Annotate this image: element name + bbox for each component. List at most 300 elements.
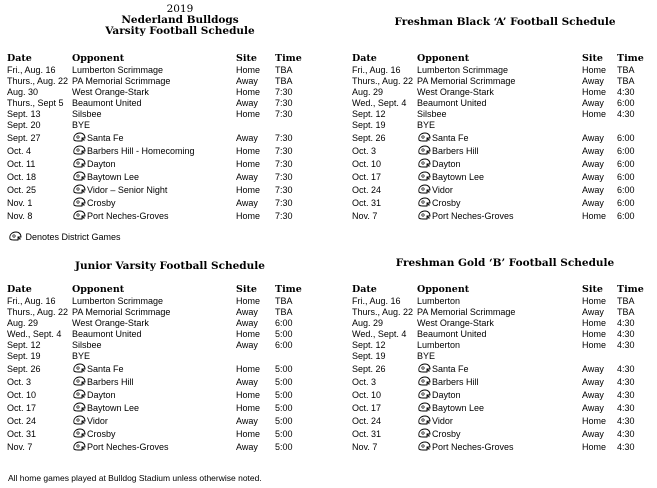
site-text: Home: [582, 329, 607, 339]
schedule-row: [352, 387, 648, 400]
date-text: Sept. 19: [352, 120, 386, 130]
date-text: Fri., Aug. 16: [7, 296, 56, 306]
schedule-row: [352, 426, 648, 439]
time-text: 6:00: [617, 198, 635, 208]
opponent-text: Lumberton Scrimmage: [72, 296, 164, 306]
cell-opponent: [72, 306, 236, 317]
cell-opponent: [72, 64, 236, 75]
time-text: TBA: [617, 307, 635, 317]
cell-site: [582, 328, 617, 339]
opponent-text: Port Neches-Groves: [87, 442, 169, 452]
opponent-text: BYE: [417, 351, 436, 361]
date-text: Sept. 26: [352, 364, 386, 374]
site-text: Away: [582, 403, 604, 413]
cell-time: [617, 306, 648, 317]
site-text: Away: [582, 307, 604, 317]
cell-site: [582, 350, 617, 361]
bulldog-helmet-icon: [417, 132, 431, 142]
site-text: Home: [236, 65, 261, 75]
date-text: Wed., Sept. 4: [352, 98, 407, 108]
cell-time: [275, 75, 305, 86]
date-text: Sept. 19: [7, 351, 41, 361]
date-text: Nov. 8: [7, 211, 33, 221]
freshman-black-title: Freshman Black ‘A’ Football Schedule: [394, 16, 616, 28]
opponent-text: West Orange-Stark: [417, 318, 494, 328]
cell-time: [617, 413, 648, 426]
site-text: Away: [582, 172, 604, 182]
cell-time: [275, 169, 305, 182]
time-text: 4:30: [617, 340, 635, 350]
opponent-text: Barbers Hill - Homecoming: [87, 146, 195, 156]
site-text: Away: [582, 159, 604, 169]
cell-time: [617, 119, 648, 130]
schedule-row: [352, 350, 648, 361]
site-text: Home: [236, 87, 261, 97]
schedule-row: [352, 97, 648, 108]
cell-date: [352, 306, 417, 317]
cell-date: [7, 64, 72, 75]
freshman-black-schedule-table: [352, 52, 648, 221]
site-text: Away: [236, 76, 258, 86]
date-text: Thurs., Aug. 22: [7, 76, 69, 86]
opponent-text: Crosby: [87, 429, 116, 439]
district-legend: [8, 231, 121, 242]
cell-opponent: [417, 86, 582, 97]
opponent-text: Santa Fe: [432, 364, 469, 374]
opponent-text: Santa Fe: [87, 133, 124, 143]
cell-date: [7, 306, 72, 317]
cell-time: [275, 130, 305, 143]
cell-opponent: [417, 400, 582, 413]
time-text: 7:30: [275, 185, 293, 195]
cell-time: [275, 361, 305, 374]
date-text: Fri., Aug. 16: [352, 296, 401, 306]
cell-time: [617, 195, 648, 208]
cell-opponent: [417, 64, 582, 75]
site-text: Away: [236, 198, 258, 208]
cell-opponent: [72, 413, 236, 426]
date-text: Nov. 7: [352, 442, 378, 452]
schedule-row: [352, 439, 648, 452]
cell-time: [275, 295, 305, 306]
schedule-row: [352, 400, 648, 413]
cell-site: [582, 361, 617, 374]
cell-time: [275, 374, 305, 387]
varsity-title: [80, 4, 280, 37]
site-text: Away: [236, 340, 258, 350]
cell-opponent: [72, 169, 236, 182]
time-text: 7:30: [275, 109, 293, 119]
cell-date: [7, 182, 72, 195]
cell-time: [617, 317, 648, 328]
time-text: 6:00: [617, 133, 635, 143]
time-text: 7:30: [275, 146, 293, 156]
cell-site: [582, 400, 617, 413]
bulldog-helmet-icon: [417, 402, 431, 412]
bulldog-helmet-icon: [8, 231, 22, 241]
cell-opponent: [72, 400, 236, 413]
time-text: 6:00: [617, 172, 635, 182]
date-text: Oct. 3: [7, 377, 32, 387]
bulldog-helmet-icon: [72, 184, 86, 194]
cell-date: [7, 130, 72, 143]
cell-site: [582, 426, 617, 439]
bulldog-helmet-icon: [417, 197, 431, 207]
cell-date: [352, 86, 417, 97]
cell-opponent: [417, 97, 582, 108]
time-text: 6:00: [275, 340, 293, 350]
cell-opponent: [417, 426, 582, 439]
cell-site: [236, 306, 275, 317]
cell-opponent: [72, 387, 236, 400]
cell-date: [352, 350, 417, 361]
cell-site: [236, 156, 275, 169]
opponent-text: PA Memorial Scrimmage: [72, 307, 171, 317]
time-text: 5:00: [275, 416, 293, 426]
time-text: 7:30: [275, 159, 293, 169]
schedule-row: [352, 208, 648, 221]
site-text: Away: [582, 133, 604, 143]
time-text: 7:30: [275, 133, 293, 143]
date-text: Nov. 7: [7, 442, 33, 452]
bulldog-helmet-icon: [417, 428, 431, 438]
cell-date: [7, 374, 72, 387]
opponent-text: Vidor: [87, 416, 108, 426]
time-text: 4:30: [617, 377, 635, 387]
date-text: Oct. 24: [7, 416, 37, 426]
cell-site: [582, 182, 617, 195]
site-text: Home: [236, 390, 261, 400]
bulldog-helmet-icon: [72, 376, 86, 386]
cell-time: [617, 108, 648, 119]
bulldog-helmet-icon: [72, 428, 86, 438]
date-text: Fri., Aug. 16: [7, 65, 56, 75]
header-date: Date: [352, 53, 377, 64]
cell-opponent: [72, 156, 236, 169]
cell-site: [236, 361, 275, 374]
cell-date: [7, 169, 72, 182]
bulldog-helmet-icon: [72, 145, 86, 155]
schedule-row: [352, 317, 648, 328]
table-header-row: [352, 283, 648, 295]
bulldog-helmet-icon: [72, 197, 86, 207]
cell-date: [352, 208, 417, 221]
bulldog-helmet-icon: [417, 158, 431, 168]
opponent-text: Beaumont United: [417, 98, 487, 108]
time-text: 4:30: [617, 318, 635, 328]
cell-date: [7, 75, 72, 86]
date-text: Sept. 12: [7, 340, 41, 350]
opponent-text: Baytown Lee: [87, 403, 140, 413]
date-text: Wed., Sept. 4: [352, 329, 407, 339]
site-text: Away: [236, 416, 258, 426]
opponent-text: Lumberton Scrimmage: [72, 65, 164, 75]
opponent-text: Silsbee: [417, 109, 447, 119]
bulldog-helmet-icon: [72, 158, 86, 168]
cell-site: [582, 97, 617, 108]
time-text: 7:30: [275, 198, 293, 208]
schedule-row: [7, 387, 305, 400]
schedule-row: [7, 295, 305, 306]
header-opponent: Opponent: [417, 284, 470, 295]
cell-site: [236, 75, 275, 86]
cell-time: [617, 64, 648, 75]
cell-time: [617, 361, 648, 374]
cell-date: [7, 339, 72, 350]
cell-opponent: [417, 361, 582, 374]
site-text: Home: [582, 318, 607, 328]
time-text: 7:30: [275, 87, 293, 97]
schedule-row: [7, 86, 305, 97]
cell-time: [275, 208, 305, 221]
schedule-row: [7, 339, 305, 350]
cell-date: [352, 361, 417, 374]
time-text: 6:00: [617, 98, 635, 108]
cell-opponent: [417, 339, 582, 350]
schedule-row: [352, 64, 648, 75]
opponent-text: Santa Fe: [87, 364, 124, 374]
date-text: Nov. 1: [7, 198, 33, 208]
site-text: Away: [582, 390, 604, 400]
cell-time: [275, 119, 305, 130]
cell-opponent: [72, 426, 236, 439]
bulldog-helmet-icon: [72, 389, 86, 399]
schedule-row: [7, 426, 305, 439]
date-text: Aug. 30: [7, 87, 39, 97]
site-text: Away: [582, 429, 604, 439]
cell-site: [582, 295, 617, 306]
time-text: 4:30: [617, 364, 635, 374]
time-text: 4:30: [617, 403, 635, 413]
time-text: 6:00: [275, 318, 293, 328]
cell-time: [275, 195, 305, 208]
legend-text: Denotes District Games: [25, 232, 121, 242]
cell-date: [352, 64, 417, 75]
schedule-row: [7, 143, 305, 156]
schedule-row: [352, 295, 648, 306]
schedule-row: [352, 413, 648, 426]
cell-time: [275, 156, 305, 169]
header-time: Time: [617, 53, 644, 64]
opponent-text: Baytown Lee: [432, 403, 485, 413]
schedule-row: [352, 86, 648, 97]
date-text: Oct. 24: [352, 185, 382, 195]
time-text: 5:00: [275, 329, 293, 339]
cell-time: [617, 97, 648, 108]
opponent-text: Lumberton: [417, 340, 461, 350]
cell-site: [236, 208, 275, 221]
site-text: Home: [236, 159, 261, 169]
team-name: Nederland Bulldogs: [121, 14, 239, 26]
opponent-text: Barbers Hill: [432, 377, 479, 387]
site-text: Away: [582, 185, 604, 195]
opponent-text: Dayton: [432, 159, 461, 169]
opponent-text: Crosby: [87, 198, 116, 208]
site-text: Home: [236, 403, 261, 413]
schedule-row: [7, 130, 305, 143]
time-text: 4:30: [617, 390, 635, 400]
cell-time: [617, 75, 648, 86]
opponent-text: Port Neches-Groves: [87, 211, 169, 221]
schedule-row: [352, 143, 648, 156]
time-text: 4:30: [617, 416, 635, 426]
date-text: Oct. 10: [352, 390, 382, 400]
cell-time: [617, 130, 648, 143]
cell-time: [275, 413, 305, 426]
date-text: Oct. 3: [352, 146, 377, 156]
time-text: 4:30: [617, 442, 635, 452]
cell-time: [617, 374, 648, 387]
opponent-text: Silsbee: [72, 340, 102, 350]
date-text: Aug. 29: [7, 318, 39, 328]
schedule-row: [352, 182, 648, 195]
schedule-row: [352, 328, 648, 339]
cell-site: [582, 64, 617, 75]
header-time: Time: [275, 284, 302, 295]
date-text: Sept. 26: [352, 133, 386, 143]
cell-opponent: [417, 439, 582, 452]
schedule-row: [7, 306, 305, 317]
cell-date: [7, 328, 72, 339]
cell-opponent: [417, 75, 582, 86]
cell-time: [617, 143, 648, 156]
cell-time: [275, 317, 305, 328]
cell-date: [352, 374, 417, 387]
date-text: Oct. 17: [7, 403, 37, 413]
date-text: Thurs., Sept 5: [7, 98, 64, 108]
opponent-text: Beaumont United: [417, 329, 487, 339]
opponent-text: West Orange-Stark: [72, 87, 149, 97]
cell-site: [582, 86, 617, 97]
cell-date: [7, 413, 72, 426]
schedule-row: [7, 350, 305, 361]
site-text: Home: [236, 211, 261, 221]
opponent-text: Baytown Lee: [432, 172, 485, 182]
header-site: Site: [236, 284, 257, 295]
cell-date: [7, 195, 72, 208]
opponent-text: Silsbee: [72, 109, 102, 119]
cell-opponent: [72, 195, 236, 208]
time-text: 5:00: [275, 403, 293, 413]
cell-site: [236, 413, 275, 426]
cell-opponent: [417, 130, 582, 143]
cell-site: [236, 86, 275, 97]
time-text: 4:30: [617, 109, 635, 119]
date-text: Oct. 10: [7, 390, 37, 400]
site-text: Home: [236, 146, 261, 156]
cell-time: [275, 97, 305, 108]
cell-date: [7, 295, 72, 306]
date-text: Aug. 29: [352, 318, 384, 328]
cell-date: [7, 86, 72, 97]
cell-date: [352, 169, 417, 182]
cell-site: [582, 143, 617, 156]
schedule-row: [352, 195, 648, 208]
header-time: Time: [275, 53, 302, 64]
date-text: Oct. 3: [352, 377, 377, 387]
cell-time: [617, 295, 648, 306]
cell-date: [7, 108, 72, 119]
cell-site: [582, 413, 617, 426]
cell-site: [582, 156, 617, 169]
bulldog-helmet-icon: [72, 441, 86, 451]
cell-time: [275, 182, 305, 195]
cell-opponent: [72, 350, 236, 361]
time-text: 5:00: [275, 364, 293, 374]
time-text: 4:30: [617, 429, 635, 439]
date-text: Nov. 7: [352, 211, 378, 221]
freshman-gold-schedule-table: [352, 283, 648, 452]
cell-date: [7, 143, 72, 156]
cell-opponent: [72, 108, 236, 119]
schedule-row: [352, 130, 648, 143]
schedule-row: [7, 108, 305, 119]
cell-time: [275, 400, 305, 413]
time-text: 7:30: [275, 211, 293, 221]
site-text: Away: [236, 442, 258, 452]
schedule-row: [7, 195, 305, 208]
cell-site: [582, 75, 617, 86]
site-text: Away: [236, 318, 258, 328]
site-text: Away: [236, 133, 258, 143]
cell-date: [7, 97, 72, 108]
site-text: Home: [582, 109, 607, 119]
site-text: Home: [582, 442, 607, 452]
cell-site: [582, 130, 617, 143]
cell-time: [275, 439, 305, 452]
cell-site: [236, 195, 275, 208]
time-text: 5:00: [275, 429, 293, 439]
cell-opponent: [417, 317, 582, 328]
opponent-text: West Orange-Stark: [417, 87, 494, 97]
cell-site: [236, 350, 275, 361]
site-text: Home: [236, 185, 261, 195]
cell-site: [236, 182, 275, 195]
schedule-row: [7, 361, 305, 374]
schedule-row: [7, 400, 305, 413]
cell-opponent: [417, 182, 582, 195]
date-text: Thurs., Aug. 22: [352, 307, 414, 317]
cell-date: [352, 119, 417, 130]
schedule-row: [7, 374, 305, 387]
cell-date: [7, 426, 72, 439]
cell-date: [352, 317, 417, 328]
date-text: Oct. 18: [7, 172, 37, 182]
time-text: 6:00: [617, 146, 635, 156]
date-text: Oct. 10: [352, 159, 382, 169]
bulldog-helmet-icon: [72, 210, 86, 220]
cell-date: [352, 387, 417, 400]
opponent-text: BYE: [72, 351, 91, 361]
cell-site: [582, 195, 617, 208]
cell-opponent: [72, 208, 236, 221]
schedule-row: [352, 374, 648, 387]
opponent-text: Baytown Lee: [87, 172, 140, 182]
site-text: Away: [236, 377, 258, 387]
cell-opponent: [417, 108, 582, 119]
bulldog-helmet-icon: [72, 402, 86, 412]
opponent-text: Lumberton: [417, 296, 461, 306]
cell-time: [617, 350, 648, 361]
cell-date: [352, 400, 417, 413]
cell-time: [275, 86, 305, 97]
cell-date: [352, 413, 417, 426]
cell-opponent: [417, 413, 582, 426]
time-text: 7:30: [275, 172, 293, 182]
site-text: Away: [236, 307, 258, 317]
header-opponent: Opponent: [72, 53, 125, 64]
cell-site: [236, 439, 275, 452]
